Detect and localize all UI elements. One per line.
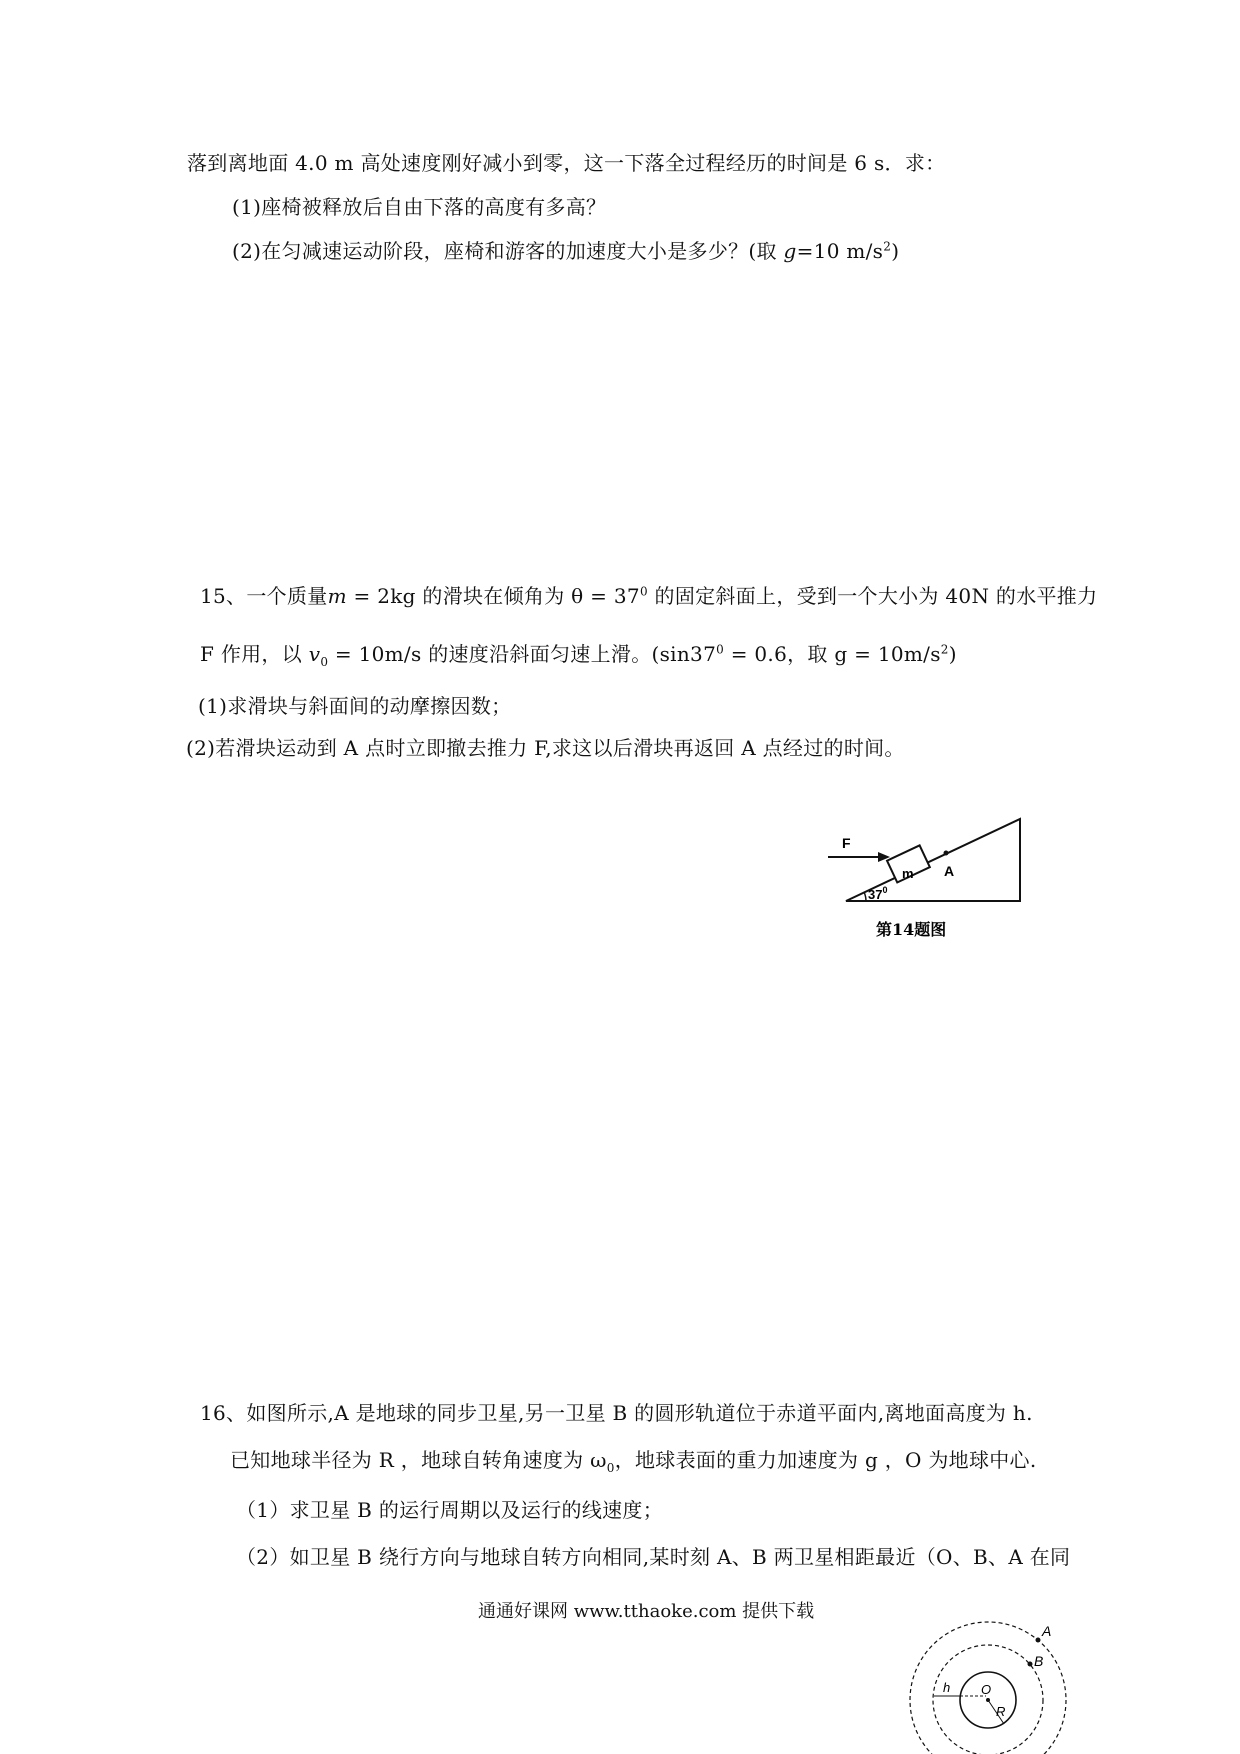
q16-line1: 16、如图所示,A 是地球的同步卫星,另一卫星 B 的圆形轨道位于赤道平面内,离地面高度为 h. <box>200 1401 1033 1425</box>
radius-label: R <box>996 1704 1006 1719</box>
q15-line2: F 作用，以 $v_0 = 10m/s$ 的速度沿斜面匀速上滑。($\sin 37^0 = 0.6$，取 $g = 10m/s^2$) <box>200 642 957 669</box>
satellite-a-dot <box>1036 1638 1041 1643</box>
block-label: m <box>902 866 914 881</box>
q16-line2: 已知地球半径为 R ，地球自转角速度为 $\omega_0$，地球表面的重力加速度为 g ，O 为地球中心. <box>230 1448 1037 1475</box>
incline-figure <box>820 805 1060 945</box>
center-label: O <box>981 1682 992 1697</box>
satellite-b-dot <box>1028 1662 1033 1667</box>
q14-part2: (2)在匀减速运动阶段，座椅和游客的加速度大小是多少？(取 g=10 $m/s^2$) <box>232 239 900 263</box>
point-a-dot <box>944 851 949 856</box>
footer-source: 通通好课网 www.tthaoke.com 提供下载 <box>478 1601 815 1622</box>
force-label: F <box>842 835 851 851</box>
height-label: h <box>943 1680 951 1695</box>
satellite-a-label: A <box>1042 1623 1052 1639</box>
angle-arc <box>864 892 866 901</box>
satellite-b-label: B <box>1034 1653 1044 1669</box>
q14-line1: 落到离地面 4.0 m 高处速度刚好减小到零，这一下落全过程经历的时间是 6 s．求： <box>187 151 946 175</box>
figure-caption: 第14题图 <box>876 920 947 939</box>
orbit-figure <box>900 1596 1080 1754</box>
q14-part1: (1)座椅被释放后自由下落的高度有多高？ <box>232 195 607 219</box>
q15-part1: (1)求滑块与斜面间的动摩擦因数； <box>198 694 512 718</box>
q16-part1: （1）求卫星 B 的运行周期以及运行的线速度； <box>236 1498 664 1522</box>
q15-line1: 15、一个质量m = 2kg 的滑块在倾角为 $\theta = 37^0$ 的固定斜面上，受到一个大小为 40N 的水平推力 <box>200 584 1098 608</box>
angle-label: $37^0$ <box>868 885 888 902</box>
point-a-label: A <box>944 863 955 879</box>
q16-part2: （2）如卫星 B 绕行方向与地球自转方向相同,某时刻 A、B 两卫星相距最近（O、B、A 在同 <box>236 1545 1071 1569</box>
q15-part2: (2)若滑块运动到 A 点时立即撤去推力 F,求这以后滑块再返回 A 点经过的时间。 <box>186 736 905 760</box>
